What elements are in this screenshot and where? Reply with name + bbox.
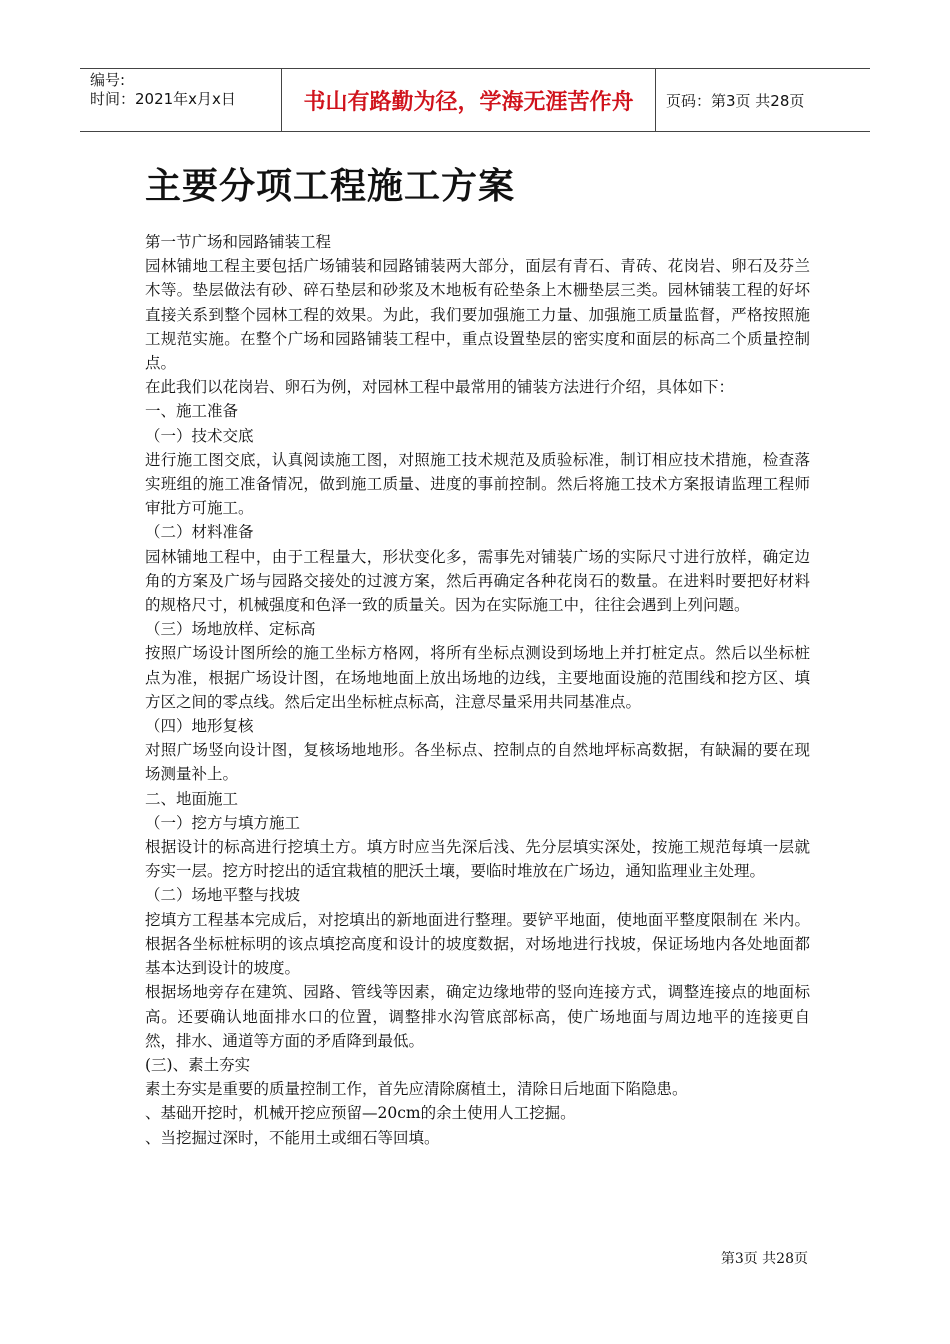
list-item: 、基础开挖时，机械开挖应预留—20cm的余土使用人工挖掘。 xyxy=(145,1104,576,1123)
body-paragraph: 园林铺地工程中，由于工程量大，形状变化多，需事先对铺装广场的实际尺寸进行放样，确定边角的方案及广场与园路交接处的过渡方案，然后再确定各种花岗石的数量。在进料时要把好材料的规格尺寸，机械强度和色泽一致的质量关。因为在实际施工中，往往会遇到上列问题。 xyxy=(145,547,810,615)
body-paragraph: 挖填方工程基本完成后，对挖填出的新地面进行整理。要铲平地面，使地面平整度限制在 米内。根据各坐标桩标明的该点填挖高度和设计的坡度数据，对场地进行找坡，保证场地内各处地面都基本达到设计的坡度。 xyxy=(145,910,810,978)
body-paragraph: 素土夯实是重要的质量控制工作，首先应清除腐植土，清除日后地面下陷隐患。 xyxy=(145,1080,688,1099)
subsection-heading: （二）场地平整与找坡 xyxy=(145,886,301,905)
document-body xyxy=(145,230,810,1150)
header-meta xyxy=(80,69,281,131)
document-number-label: 编号: xyxy=(90,71,126,89)
subsection-heading: （二）材料准备 xyxy=(145,523,254,542)
subsection-heading: (三)、素土夯实 xyxy=(145,1055,251,1074)
header-motto: 书山有路勤为径，学海无涯苦作舟 xyxy=(281,69,656,131)
body-paragraph: 园林铺地工程主要包括广场铺装和园路铺装两大部分，面层有青石、青砖、花岗岩、卵石及芬兰木等。垫层做法有砂、碎石垫层和砂浆及木地板有砼垫条上木栅垫层三类。园林铺装工程的好坏直接关系到整个园林工程的效果。为此，我们要加强施工力量、加强施工质量监督，严格按照施工规范实施。在整个广场和园路铺装工程中，重点设置垫层的密实度和面层的标高二个质量控制点。 xyxy=(145,257,810,373)
section-heading: 一、施工准备 xyxy=(145,402,239,421)
list-item: 、当挖掘过深时，不能用土或细石等回填。 xyxy=(145,1128,440,1147)
page-header xyxy=(80,68,870,132)
body-paragraph: 在此我们以花岗岩、卵石为例，对园林工程中最常用的铺装方法进行介绍，具体如下： xyxy=(145,378,735,397)
section-heading: 第一节广场和园路铺装工程 xyxy=(145,233,332,251)
body-paragraph: 对照广场竖向设计图，复核场地地形。各坐标点、控制点的自然地坪标高数据，有缺漏的要在现场测量补上。 xyxy=(145,741,810,784)
body-paragraph: 按照广场设计图所绘的施工坐标方格网，将所有坐标点测设到场地上并打桩定点。然后以坐标桩点为准，根据广场设计图，在场地地面上放出场地的边线，主要地面设施的范围线和挖方区、填方区之间的零点线。然后定出坐标桩点标高，注意尽量采用共同基准点。 xyxy=(145,644,810,711)
body-paragraph: 根据设计的标高进行挖填土方。填方时应当先深后浅、先分层填实深处，按施工规范每填一层就夯实一层。挖方时挖出的适宜栽植的肥沃土壤，要临时堆放在广场边，通知监理业主处理。 xyxy=(145,838,810,881)
subsection-heading: （三）场地放样、定标高 xyxy=(145,620,316,639)
subsection-heading: （一）技术交底 xyxy=(145,426,254,445)
subsection-heading: （一）挖方与填方施工 xyxy=(145,813,301,832)
header-page-info: 页码：第3页 共28页 xyxy=(666,91,805,110)
document-date-label: 时间：2021年x月x日 xyxy=(90,90,236,108)
section-heading: 二、地面施工 xyxy=(145,789,239,808)
subsection-heading: （四）地形复核 xyxy=(145,717,254,736)
body-paragraph: 进行施工图交底，认真阅读施工图，对照施工技术规范及质验标准，制订相应技术措施，检查落实班组的施工准备情况，做到施工质量、进度的事前控制。然后将施工技术方案报请监理工程师审批方可施工。 xyxy=(145,450,810,518)
page-footer: 第3页 共28页 xyxy=(720,1251,808,1267)
body-paragraph: 根据场地旁存在建筑、园路、管线等因素，确定边缘地带的竖向连接方式，调整连接点的地面标高。还要确认地面排水口的位置，调整排水沟管底部标高，使广场地面与周边地平的连接更自然，排水、通道等方面的矛盾降到最低。 xyxy=(145,983,810,1050)
document-title: 主要分项工程施工方案 xyxy=(145,166,516,207)
